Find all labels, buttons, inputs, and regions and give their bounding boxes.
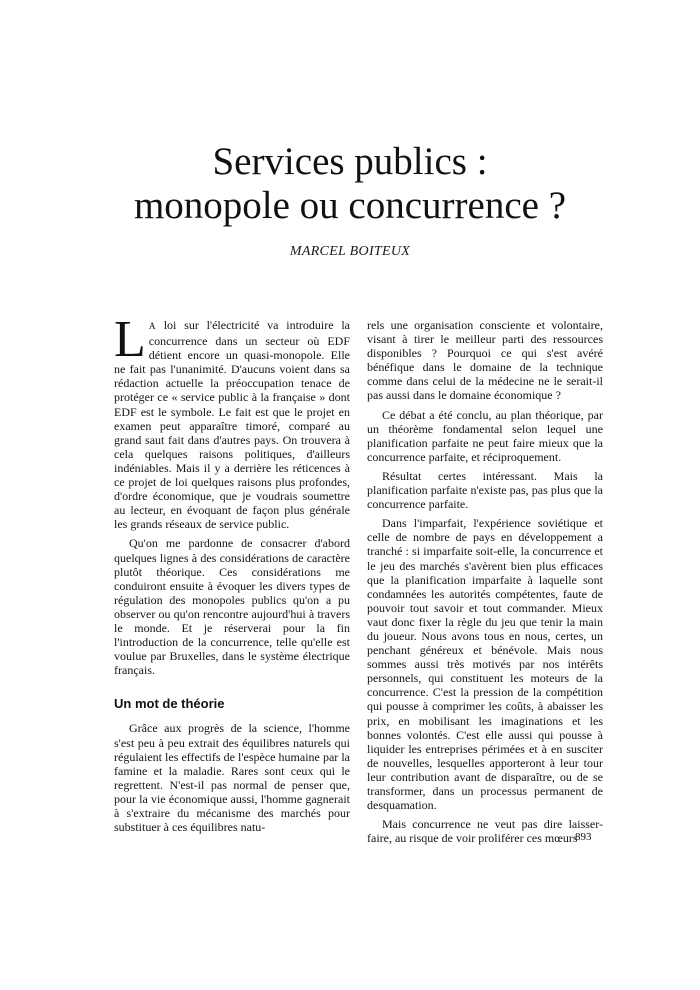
intro-paragraph [114, 311, 350, 532]
body-paragraph: Grâce aux progrès de la science, l'homme s'est peu à peu extrait des équilibres naturels qui régulaient les effectifs de l'espèce humaine par la famine et la maladie. Rares sont ceux qui le regrettent. N'est-il pas normal de penser que, pour la vie économique aussi, l'homme gagnerait à s'extraire du mécanisme des marchés pour substituer à ces équilibres natu- [114, 721, 350, 835]
body-paragraph: Mais concurrence ne veut pas dire laisser-faire, au risque de voir proliférer ces mœurs [367, 817, 603, 846]
right-column [367, 318, 603, 845]
body-paragraph-continued: rels une organisation consciente et volontaire, visant à tirer le meilleur parti des ressources disponibles ? Pourquoi ce qui s'est avéré bénéfique dans le domaine de la technique comme dans celui de la médecine ne le serait-il pas aussi dans le domaine économique ? [367, 318, 603, 403]
article-title-line-1: Services publics : [212, 140, 488, 183]
drop-cap: L [114, 311, 146, 368]
article-title [0, 140, 700, 228]
body-paragraph: Résultat certes intéressant. Mais la planification parfaite n'existe pas, pas plus que la concurrence parfaite. [367, 468, 603, 512]
body-paragraph: Ce débat a été conclu, au plan théorique, par un théorème fondamental selon lequel une planification parfaite ne peut faire mieux que la concurrence parfaite, et réciproquement. [367, 407, 603, 464]
page-number: 893 [575, 831, 592, 843]
lead-in-small-caps: A [148, 322, 156, 332]
body-paragraph: Dans l'imparfait, l'expérience soviétique et celle de nombre de pays en développement a tranché : si imparfaite soit-elle, la concurrence et le jeu des marchés s'avèrent bien plus efficaces que la planification imparfaite à laquelle sont condamnées les autorités compétentes, faute de pouvoir tout savoir et tout commander. Mieux vaut donc fixer la règle du jeu que tenir la main du joueur. Nous avons tous en nous, certes, un penchant généreux et bénévole. Mais nous sommes aussi très motivés par nos intérêts personnels, qui constituent les moteurs de la concurrence. C'est la pression de la compétition qui pousse à comprimer les coûts, à abaisser les prix, en mobilisant les imaginations et les bonnes volontés. C'est elle aussi qui pousse à liquider les entreprises périmées et à en susciter de nouvelles, lesquelles apporteront à leur tour leur contribution avant de disparaître, ou de se transformer, dans un processus permanent de desquamation. [367, 516, 603, 813]
intro-paragraph-text: loi sur l'électricité va introduire la concurrence dans un secteur où EDF détient encore un quasi-monopole. Elle ne fait pas l'unanimité. D'aucuns voient dans sa rédaction actuelle la préoccupation tenace de protéger ce « service public à la française » dont EDF est le symbole. Le fait est que le projet en examen peut apparaître timoré, comparé au grand saut fait dans d'autres pays. On trouvera à cela quelques raisons politiques, d'ailleurs indéniables. Mais il y a derrière les réticences à ce projet de loi quelques raisons plus profondes, d'ordre économique, que je voudrais soumettre au lecteur, en évoquant de façon plus générale les grands réseaux de service public. [114, 318, 350, 532]
article-author: MARCEL BOITEUX [289, 244, 411, 259]
left-column [114, 311, 350, 835]
section-heading: Un mot de théorie [114, 696, 225, 712]
body-paragraph: Qu'on me pardonne de consacrer d'abord quelques lignes à des considérations de caractère plutôt théorique. Ces considérations me conduiront ensuite à évoquer les divers types de régulation des monopoles publics qu'on a pu observer ou qu'on rencontre aujourd'hui à travers le monde. Et je réserverai pour la fin l'introduction de la concurrence, telle qu'elle est voulue par Bruxelles, dans le système électrique français. [114, 536, 350, 678]
article-title-line-2: monopole ou concurrence ? [133, 184, 567, 227]
